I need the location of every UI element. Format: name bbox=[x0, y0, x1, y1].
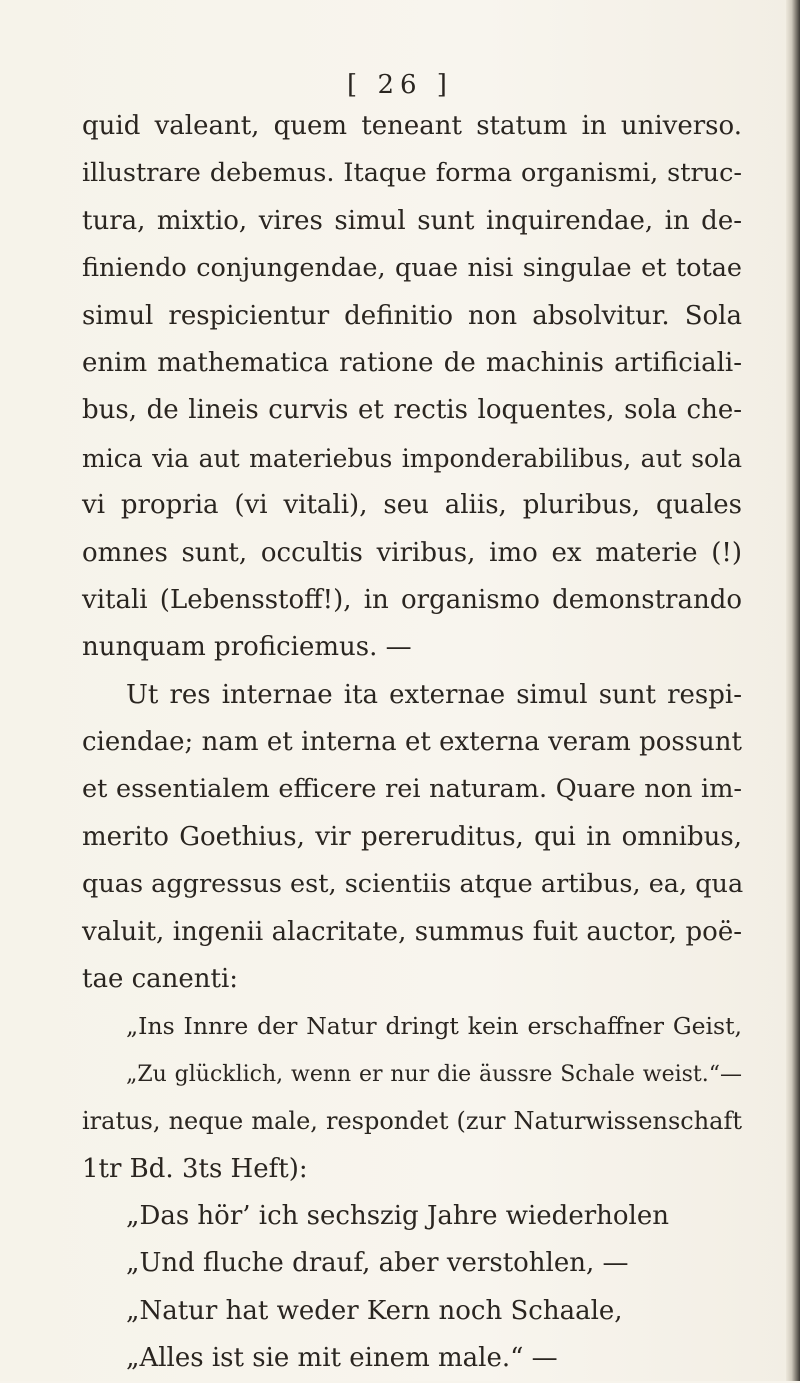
text-line: quas aggressus est, scientiis atque artibus, ea, qua bbox=[82, 869, 744, 900]
verse-line: „Und fluche drauf, aber verstohlen, — bbox=[126, 1248, 629, 1279]
verse-line: „Natur hat weder Kern noch Schaale, bbox=[126, 1295, 623, 1326]
body-text bbox=[82, 103, 742, 1383]
verse-line: „Ins Innre der Natur dringt kein erschaffner Geist, bbox=[126, 1012, 742, 1041]
verse-line: „Alles ist sie mit einem male.“ — bbox=[126, 1343, 558, 1374]
text-line: nunquam proficiemus. — bbox=[82, 632, 412, 663]
page-number: [ 26 ] bbox=[347, 70, 453, 100]
verse-line: „Zu glücklich, wenn er nur die äussre Schale weist.“— bbox=[126, 1061, 742, 1087]
text-line: illustrare debemus. Itaque forma organismi, struc- bbox=[82, 158, 742, 189]
text-line: et essentialem efficere rei naturam. Quare non im- bbox=[82, 774, 742, 805]
text-line: bus, de lineis curvis et rectis loquentes, sola che- bbox=[82, 395, 742, 426]
verse-line: „Das hör’ ich sechszig Jahre wiederholen bbox=[126, 1200, 669, 1231]
text-line: merito Goethius, vir pereruditus, qui in omnibus, bbox=[82, 821, 742, 852]
text-line: ciendae; nam et interna et externa veram possunt bbox=[82, 727, 742, 758]
text-line: simul respicientur definitio non absolvitur. Sola bbox=[82, 300, 742, 331]
text-line: enim mathematica ratione de machinis artificiali- bbox=[82, 347, 742, 378]
page-edge bbox=[786, 0, 800, 1381]
text-line: omnes sunt, occultis viribus, imo ex materie (!) bbox=[82, 537, 742, 568]
text-line: 1tr Bd. 3ts Heft): bbox=[82, 1153, 308, 1184]
text-line: vi propria (vi vitali), seu aliis, pluribus, quales bbox=[82, 490, 742, 521]
text-line: finiendo conjungendae, quae nisi singulae et totae bbox=[82, 253, 742, 284]
text-line: iratus, neque male, respondet (zur Naturwissenschaft bbox=[82, 1107, 742, 1136]
text-line: quid valeant, quem teneant statum in universo. bbox=[82, 111, 742, 141]
text-line: valuit, ingenii alacritate, summus fuit auctor, poë- bbox=[82, 916, 742, 947]
text-line: tae canenti: bbox=[82, 964, 239, 995]
text-line: tura, mixtio, vires simul sunt inquirendae, in de- bbox=[82, 205, 742, 236]
text-line: mica via aut materiebus imponderabilibus, aut sola bbox=[82, 443, 742, 473]
text-line: Ut res internae ita externae simul sunt respi- bbox=[126, 679, 742, 710]
text-line: vitali (Lebensstoff!), in organismo demonstrando bbox=[82, 584, 742, 615]
